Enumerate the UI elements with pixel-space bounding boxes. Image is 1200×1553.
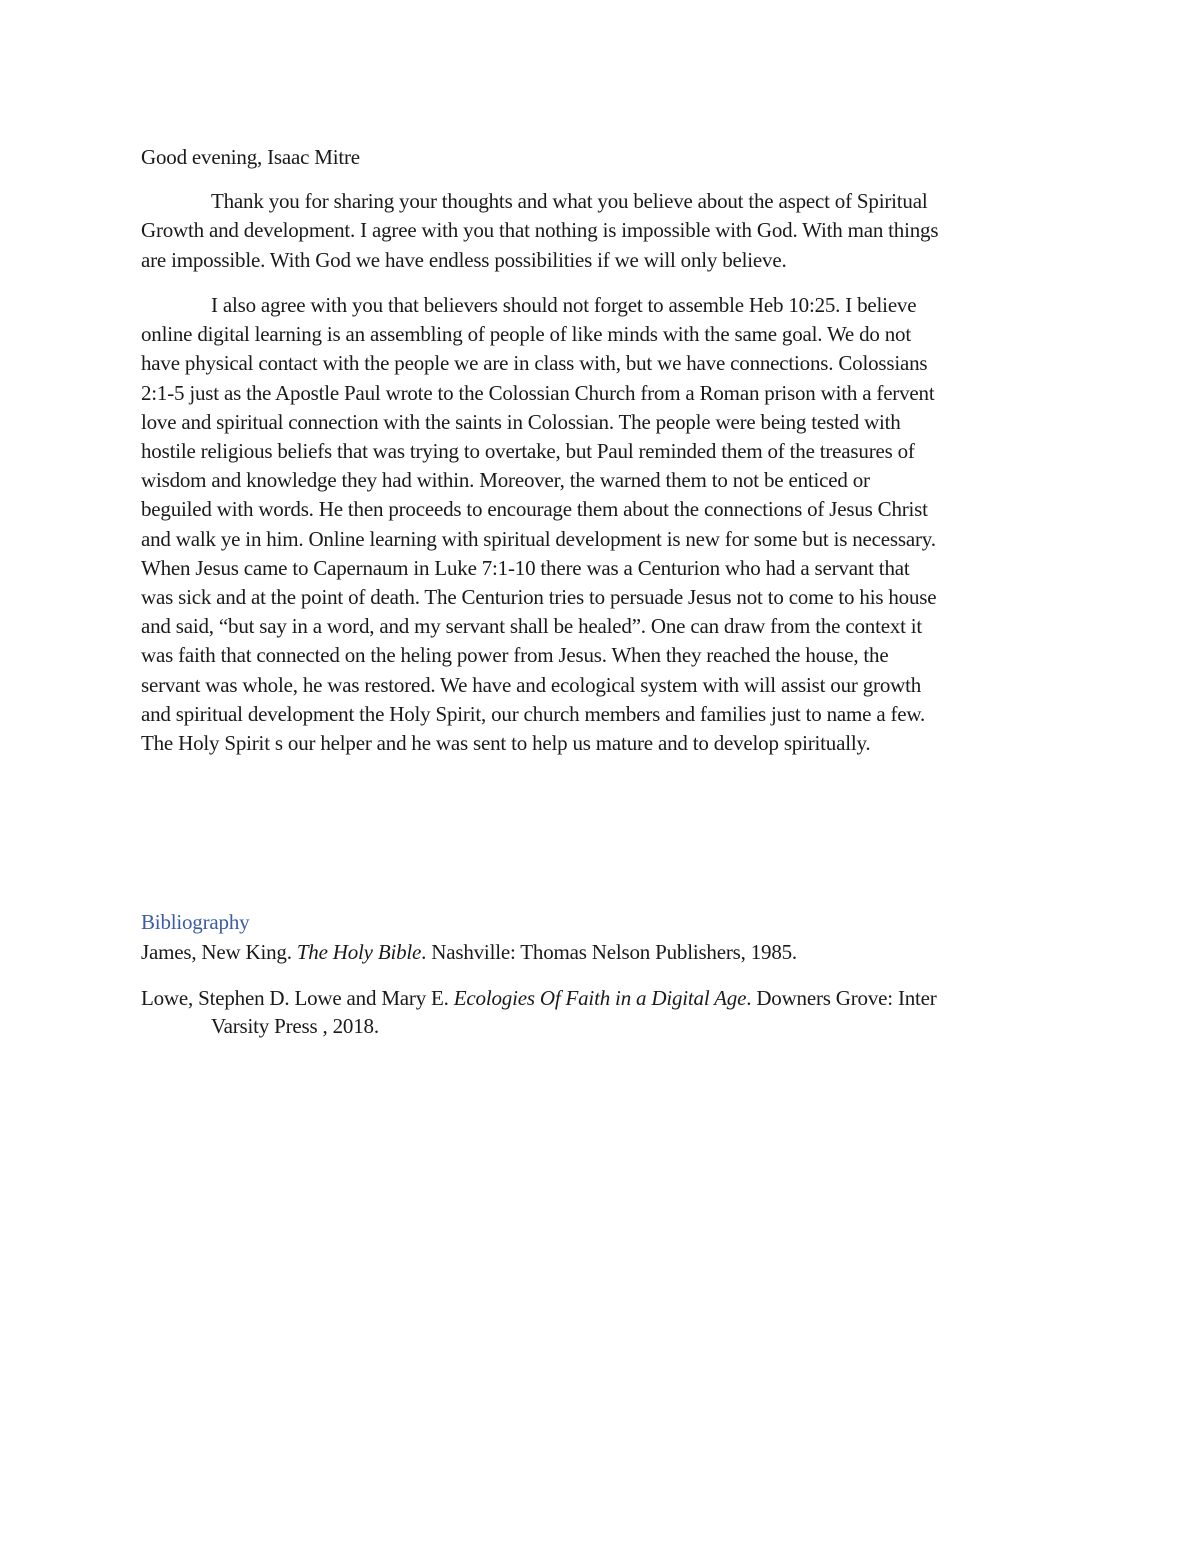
paragraph-line: have physical contact with the people we are in class with, but we have connections. Colossians <box>141 351 928 376</box>
paragraph-line: When Jesus came to Capernaum in Luke 7:1-10 there was a Centurion who had a servant that <box>141 555 910 580</box>
entry-author: James, New King. <box>141 940 297 964</box>
paragraph-line: The Holy Spirit s our helper and he was sent to help us mature and to develop spiritually. <box>141 731 871 755</box>
entry-title: The Holy Bible <box>296 940 422 964</box>
paragraph-line: are impossible. With God we have endless possibilities if we will only believe. <box>141 248 787 272</box>
entry-publication: . Nashville: Thomas Nelson Publishers, 1985. <box>421 940 797 964</box>
entry-publication: . Downers Grove: Inter <box>746 986 937 1010</box>
bibliography-heading: Bibliography <box>141 910 250 934</box>
greeting: Good evening, Isaac Mitre <box>141 145 360 169</box>
paragraph-line: was sick and at the point of death. The Centurion tries to persuade Jesus not to come to his house <box>141 585 937 609</box>
paragraph-line: love and spiritual connection with the saints in Colossian. The people were being tested with <box>141 409 901 434</box>
paragraph-line: I also agree with you that believers should not forget to assemble Heb 10:25. I believe <box>211 293 917 317</box>
bibliography-entry-continuation: Varsity Press , 2018. <box>211 1014 379 1038</box>
paragraph-line: online digital learning is an assembling of people of like minds with the same goal. We do not <box>141 322 911 347</box>
bibliography-entry <box>141 986 937 1010</box>
paragraph-line: Growth and development. I agree with you that nothing is impossible with God. With man things <box>141 218 939 242</box>
paragraph-line: and walk ye in him. Online learning with spiritual development is new for some but is necessary. <box>141 526 936 551</box>
entry-author: Lowe, Stephen D. Lowe and Mary E. <box>141 986 454 1010</box>
paragraph-line: 2:1-5 just as the Apostle Paul wrote to the Colossian Church from a Roman prison with a fervent <box>141 380 935 405</box>
paragraph-line: beguiled with words. He then proceeds to encourage them about the connections of Jesus Christ <box>141 497 928 522</box>
entry-title: Ecologies Of Faith in a Digital Age <box>453 986 747 1010</box>
paragraph-line: and said, “but say in a word, and my servant shall be healed”. One can draw from the context it <box>141 614 923 639</box>
paragraph-line: hostile religious beliefs that was trying to overtake, but Paul reminded them of the treasures of <box>141 439 915 463</box>
paragraph-line: servant was whole, he was restored. We have and ecological system with will assist our growth <box>141 672 922 697</box>
paragraph-line: was faith that connected on the heling power from Jesus. When they reached the house, the <box>141 643 889 668</box>
paragraph-line: Thank you for sharing your thoughts and what you believe about the aspect of Spiritual <box>211 189 928 213</box>
bibliography-entry <box>141 940 797 964</box>
paragraph-line: and spiritual development the Holy Spirit, our church members and families just to name a few. <box>141 701 926 726</box>
paragraph-line: wisdom and knowledge they had within. Moreover, the warned them to not be enticed or <box>141 468 870 493</box>
